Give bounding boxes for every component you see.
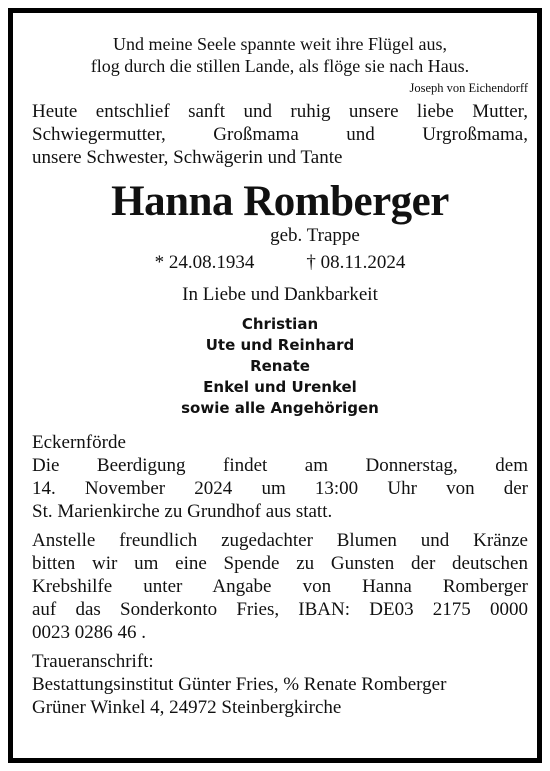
- address-line-2: Grüner Winkel 4, 24972 Steinbergkirche: [32, 697, 342, 718]
- donation-section: [32, 529, 528, 644]
- funeral-section: [32, 431, 528, 523]
- place: Eckernförde: [32, 432, 126, 453]
- mourner: Enkel und Urenkel: [203, 378, 357, 396]
- mourner: sowie alle Angehörigen: [181, 399, 379, 417]
- donation-line-1: Anstelle freundlich zugedachter Blumen und Kränze: [32, 530, 528, 551]
- intro-line-1: Heute entschlief sanft und ruhig unsere liebe Mutter,: [32, 101, 528, 122]
- funeral-line-3: St. Marienkirche zu Grundhof aus statt.: [32, 501, 333, 522]
- donation-line-2: bitten wir um eine Spende zu Gunsten der deutschen: [32, 553, 528, 574]
- donation-line-3: Krebshilfe unter Angabe von Hanna Romberger: [32, 576, 528, 597]
- address-label: Traueranschrift:: [32, 651, 154, 672]
- address-line-1: Bestattungsinstitut Günter Fries, % Renate Romberger: [32, 674, 447, 695]
- funeral-line-2: 14. November 2024 um 13:00 Uhr von der: [32, 478, 528, 499]
- donation-line-4: auf das Sonderkonto Fries, IBAN: DE03 2175 0000: [32, 599, 528, 620]
- death-date: † 08.11.2024: [306, 252, 406, 273]
- donation-line-5: 0023 0286 46 .: [32, 622, 146, 643]
- intro-line-2: Schwiegermutter, Großmama und Urgroßmama,: [32, 124, 528, 145]
- address-section: [32, 650, 528, 719]
- poem-line-1: Und meine Seele spannte weit ihre Flügel aus,: [113, 34, 447, 54]
- funeral-line-1: Die Beerdigung findet am Donnerstag, dem: [32, 455, 528, 476]
- life-dates: [32, 252, 528, 274]
- closing-phrase: In Liebe und Dankbarkeit: [182, 284, 378, 305]
- mourner: Christian: [241, 315, 319, 333]
- intro-line-3: unsere Schwester, Schwägerin und Tante: [32, 147, 343, 168]
- mourners-list: [32, 314, 528, 419]
- obituary-frame: [8, 8, 542, 763]
- deceased-name: Hanna Romberger: [111, 178, 449, 225]
- birth-date: * 24.08.1934: [154, 252, 255, 273]
- obituary-content: [32, 33, 528, 719]
- birth-name: geb. Trappe: [270, 225, 360, 246]
- poem-line-2: flog durch die stillen Lande, als flöge sie nach Haus.: [90, 56, 470, 76]
- mourner: Renate: [250, 357, 310, 375]
- mourner: Ute und Reinhard: [205, 336, 355, 354]
- poem-author: Joseph von Eichendorff: [409, 81, 528, 95]
